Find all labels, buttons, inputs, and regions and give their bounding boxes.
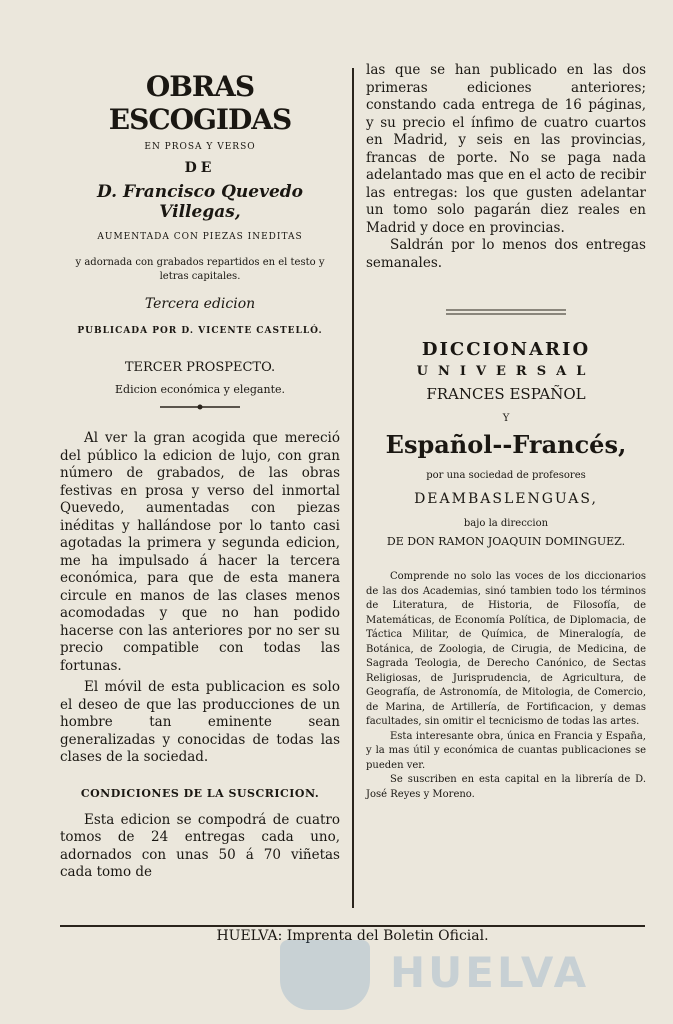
- flourish-ornament: [60, 403, 340, 414]
- conditions-paragraph: Esta edicion se compodrá de cuatro tomos de 24 entregas cada uno, adornados con unas 50 á 70 viñetas cada tomo de: [60, 811, 340, 880]
- continuation-paragraph: las que se han publicado en las dos primeras ediciones anteriores; constando cada entrega de 16 páginas, y su precio el ínfimo de cuatro cuartos en Madrid, y seis en las provincias, francas de porte. No se paga nada adelantado mas que en el acto de recibir las entregas: los que gusten adelantar un tomo solo pagarán diez reales en Madrid y doce en provincias.: [366, 62, 646, 236]
- prose-verse: EN PROSA Y VERSO: [144, 142, 256, 152]
- footer-imprint: HUELVA: Imprenta del Boletin Oficial.: [216, 928, 489, 944]
- right-column: [366, 62, 646, 802]
- de-label: DE: [184, 160, 216, 176]
- frances-espanol: FRANCES ESPAÑOL: [426, 385, 586, 403]
- society-line: por una sociedad de profesores: [426, 470, 586, 481]
- edition-line: Tercera edicion: [144, 296, 256, 312]
- augmented-line: AUMENTADA CON PIEZAS INEDITAS: [97, 232, 303, 242]
- economic-edition: Edicion económica y elegante.: [115, 383, 285, 396]
- direction-line: bajo la direccion: [463, 518, 549, 529]
- espanol-frances: Español--Francés,: [385, 430, 627, 459]
- subscribe-paragraph: Se suscriben en esta capital en la librería de D. José Reyes y Moreno.: [366, 774, 646, 800]
- weekly-paragraph: Saldrán por lo menos dos entregas semanales.: [366, 237, 646, 271]
- universal-title: UNIVERSAL: [416, 364, 596, 379]
- intro-paragraph: Al ver la gran acogida que mereció del público la edicion de lujo, con gran número de grabados, de las obras festivas en prosa y verso del inmortal Quevedo, aumentadas con piezas inéditas y hallándose por lo tanto casi agotadas la primera y segunda edicion, me ha impulsado á hacer la tercera económica, para que de esta manera circule en manos de las clases menos acomodadas y que no han podido hacerse con las anteriores por no ser su precio compatible con todas las fortunas.: [60, 430, 340, 674]
- column-divider: [352, 68, 354, 908]
- director-line: DE DON RAMON JOAQUIN DOMINGUEZ.: [386, 535, 626, 548]
- adorned-line: y adornada con grabados repartidos en el testo y letras capitales.: [75, 257, 325, 282]
- shield-icon: [280, 940, 370, 1010]
- conditions-heading: CONDICIONES DE LA SUSCRICION.: [80, 786, 320, 800]
- and-label: Y: [502, 413, 510, 424]
- both-languages: DEAMBASLENGUAS,: [414, 491, 598, 507]
- huelva-watermark: [270, 940, 630, 1010]
- comprises-paragraph: Comprende no solo las voces de los diccionarios de las dos Academias, sinó tambien todo los términos de Literatura, de Historia, de Filosofía, de Matemáticas, de Economía Política, de Diplomacia, de Táctica Militar, de Química, de Mineralogía, de Botánica, de Zoologia, de Cirugia, de Medicina, de Sagrada Teologia, de Derecho Canónico, de Sectas Religiosas, de Jurisprudencia, de Agricultura, de Geografía, de Astronomía, de Mitologia, de Comercio, de Marina, de Artillería, de Fortificacion, y demas facultades, sin omitir el tecnicismo de todas las artes.: [366, 571, 646, 727]
- prospect-heading: TERCER PROSPECTO.: [124, 360, 276, 375]
- motive-paragraph: El móvil de esta publicacion es solo el deseo de que las producciones de un hombre tan eminente sean generalizadas y conocidas de todas las clases de la sociedad.: [60, 679, 340, 765]
- left-column: [60, 62, 340, 882]
- divider-ornament: [366, 308, 646, 319]
- diccionario-title: DICCIONARIO: [421, 339, 591, 360]
- footer-rule: [60, 925, 645, 927]
- interesting-paragraph: Esta interesante obra, única en Francia y España, y la mas útil y económica de cuantas publicaciones se pueden ver.: [366, 730, 646, 771]
- watermark-text: HUELVA: [390, 948, 590, 997]
- obras-title: OBRAS ESCOGIDAS: [108, 70, 292, 136]
- publisher-line: PUBLICADA POR D. VICENTE CASTELLÓ.: [77, 326, 323, 336]
- author-name: D. Francisco Quevedo Villegas,: [97, 182, 303, 222]
